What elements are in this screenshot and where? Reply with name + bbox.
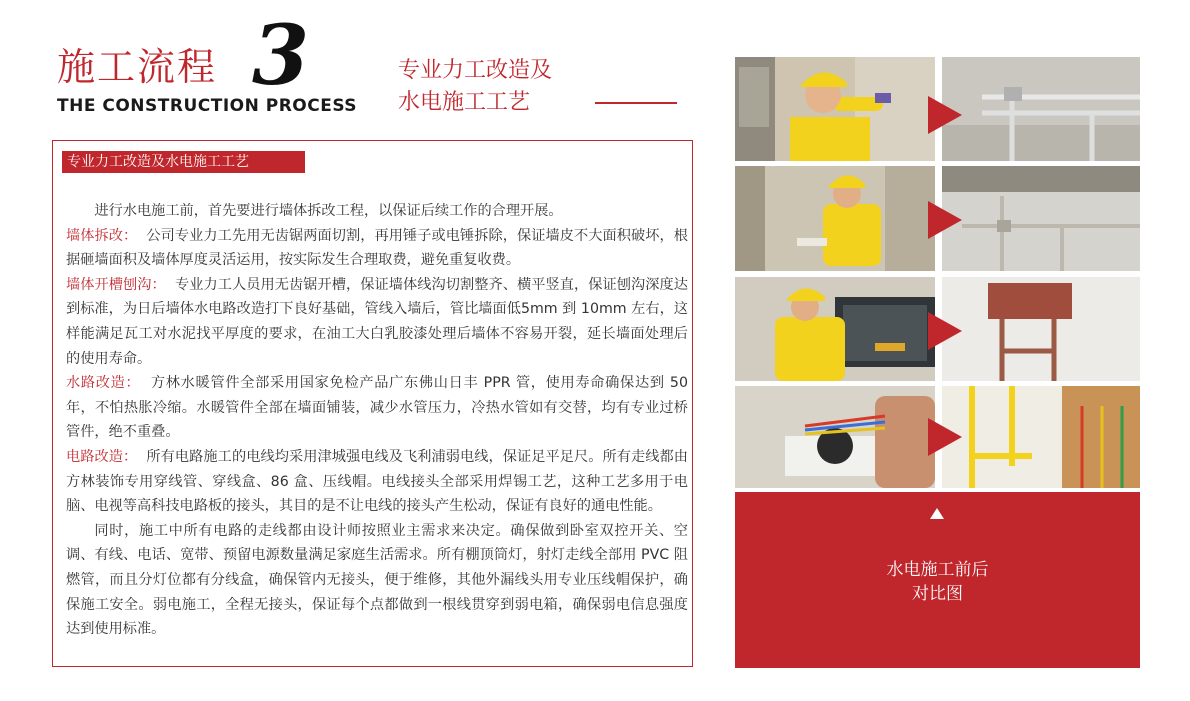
intro-paragraph: 进行水电施工前，首先要进行墙体拆改工程，以保证后续工作的合理开展。 [94,203,563,219]
item-text: 公司专业力工先用无齿锯两面切割，再用锤子或电锤拆除，保证墙皮不大面积破坏，根据砸墙面积及墙体厚度灵活运用，按实际发生合理取费，避免重复收费。 [66,227,688,269]
before-after-arrow-icon [928,96,962,134]
subtitle-line-1: 专业力工改造及 [398,58,553,83]
photo-worker-grooving-wall [735,166,935,271]
item-text: 方林水暖管件全部采用国家免检产品广东佛山日丰 PPR 管，使用寿命确保达到 50 年，不怕热胀冷缩。水暖管件全部在墙面铺装，减少水管压力，冷热水管如有交替，均有专业过桥管件，绝不重叠。 [66,375,688,441]
up-arrow-icon [930,508,944,519]
photo-plumbing-pipes-installed [942,57,1140,161]
before-after-arrow-icon [928,312,962,350]
item-keyword: 水路改造： [66,375,141,392]
subtitle-divider [595,102,677,104]
item-keyword: 墙体拆改： [66,227,138,244]
item-keyword: 墙体开槽刨沟： [66,276,166,293]
photo-wall-grooves-after [942,166,1140,271]
before-after-arrow-icon [928,418,962,456]
step-number: 3 [252,8,310,104]
item-plumbing [66,371,688,445]
caption-line-2: 对比图 [912,584,963,604]
caption-line-1: 水电施工前后 [886,560,989,580]
section-tag: 专业力工改造及水电施工工艺 [62,151,305,173]
description-body [66,199,688,642]
page-title: 施工流程 [57,45,218,89]
photo-wire-soldering [735,386,935,488]
item-wall-grooving [66,273,688,371]
closing-paragraph: 同时，施工中所有电路的走线都由设计师按照业主需求来决定。确保做到卧室双控开关、空调、有线、电话、宽带、预留电源数量满足家庭生活需求。所有棚顶筒灯，射灯走线全部用 PVC 阻燃管，而且分灯位都有分线盒，确保管内无接头，便于维修，其他外漏线头用专业压线帽保护，确保施工安全。弱电施工，全程无接头，保证每个点都做到一根线贯穿到弱电箱，确保弱电信息强度达到使用标准。 [66,522,688,638]
photo-worker-drilling-wall [735,57,935,161]
page-title-english: THE CONSTRUCTION PROCESS [57,96,358,116]
item-electrical [66,445,688,519]
photo-worker-cutting-brick [735,277,935,381]
photo-brick-wall-grooves [942,277,1140,381]
before-after-arrow-icon [928,201,962,239]
item-wall-demolition [66,224,688,273]
photo-electrical-conduits [942,386,1140,488]
comparison-caption-box [735,492,1140,668]
subtitle-line-2: 水电施工工艺 [398,90,531,115]
item-text: 专业力工人员用无齿锯开槽，保证墙体线沟切割整齐、横平竖直，保证刨沟深度达到标准，为日后墙体水电路改造打下良好基础，管线入墙后，管比墙面低5mm 到 10mm 左右，这样能满足瓦工对水泥找平厚度的要求，在油工大白乳胶漆处理后墙体不容易开裂，延长墙面处理后的使用寿命。 [66,276,688,367]
item-keyword: 电路改造： [66,448,138,465]
description-panel [52,140,693,667]
item-text: 所有电路施工的电线均采用津城强电线及飞利浦弱电线，保证足平足尺。所有走线都由方林装饰专用穿线管、穿线盒、86 盒、压线帽。电线接头全部采用焊锡工艺，这种工艺多用于电脑、电视等高科技电路板的接头，其目的是不让电线的接头产生松动，保证有良好的通电性能。 [66,448,688,515]
